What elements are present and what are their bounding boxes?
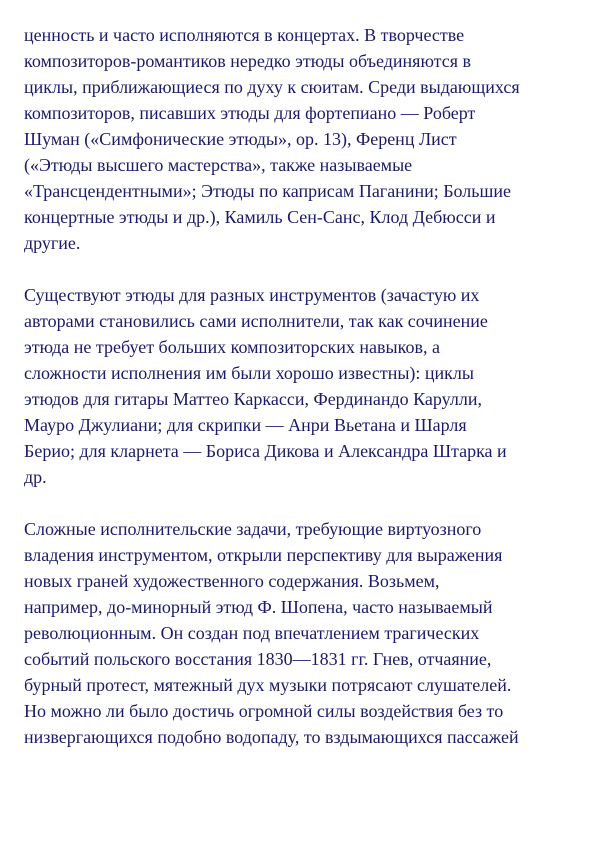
paragraph [24, 22, 576, 256]
paragraph [24, 282, 576, 490]
text-line: авторами становились сами исполнители, так как сочинение [24, 311, 488, 331]
text-line: этюдов для гитары Маттео Каркасси, Фердинандо Карулли, [24, 389, 482, 409]
paragraph-spacer [24, 490, 576, 516]
text-line: («Этюды высшего мастерства», также называемые [24, 155, 413, 175]
document-body [24, 22, 576, 750]
text-line: концертные этюды и др.), Камиль Сен-Санс, Клод Дебюсси и [24, 207, 496, 227]
text-line: событий польского восстания 1830—1831 гг. Гнев, отчаяние, [24, 649, 492, 669]
text-line: низвергающихся подобно водопаду, то вздымающихся пассажей [24, 727, 519, 747]
text-line: Мауро Джулиани; для скрипки — Анри Вьетана и Шарля [24, 415, 467, 435]
text-line: этюда не требует больших композиторских навыков, а [24, 337, 440, 357]
text-line: владения инструментом, открыли перспективу для выражения [24, 545, 503, 565]
text-line: например, до-минорный этюд Ф. Шопена, часто называемый [24, 597, 493, 617]
text-line: «Трансцендентными»; Этюды по каприсам Паганини; Большие [24, 181, 511, 201]
text-line: другие. [24, 233, 81, 253]
text-line: ценность и часто исполняются в концертах. В творчестве [24, 25, 465, 45]
text-line: др. [24, 467, 47, 487]
text-line: Но можно ли было достичь огромной силы воздействия без то [24, 701, 504, 721]
text-line: композиторов, писавших этюды для фортепиано — Роберт [24, 103, 476, 123]
text-line: сложности исполнения им были хорошо известны): циклы [24, 363, 474, 383]
paragraph-spacer [24, 256, 576, 282]
text-line: Берио; для кларнета — Бориса Дикова и Александра Штарка и [24, 441, 507, 461]
text-line: циклы, приближающиеся по духу к сюитам. Среди выдающихся [24, 77, 520, 97]
text-line: Шуман («Симфонические этюды», ор. 13), Ференц Лист [24, 129, 457, 149]
text-line: революционным. Он создан под впечатлением трагических [24, 623, 480, 643]
text-line: Существуют этюды для разных инструментов (зачастую их [24, 285, 480, 305]
paragraph [24, 516, 576, 750]
text-line: композиторов-романтиков нередко этюды объединяются в [24, 51, 472, 71]
text-line: новых граней художественного содержания. Возьмем, [24, 571, 440, 591]
text-line: Сложные исполнительские задачи, требующие виртуозного [24, 519, 482, 539]
text-line: бурный протест, мятежный дух музыки потрясают слушателей. [24, 675, 512, 695]
